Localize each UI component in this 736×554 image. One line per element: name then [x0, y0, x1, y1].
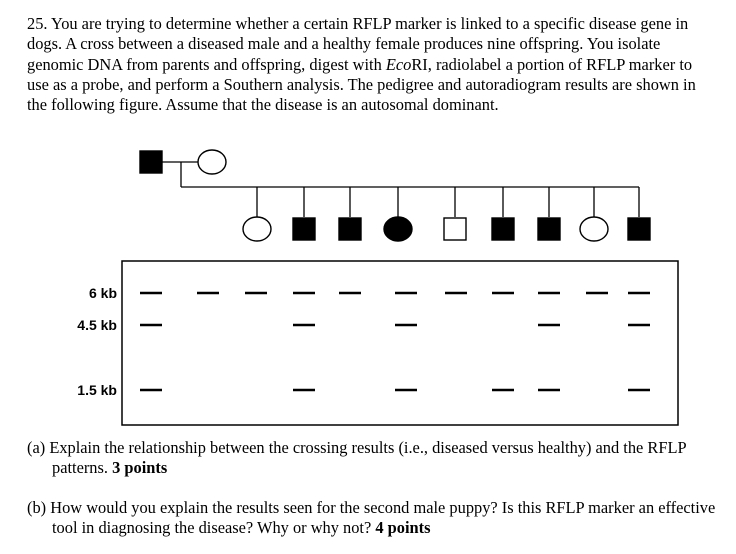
band-label-3: 1.5 kb [77, 382, 117, 398]
question-number: 25. [27, 14, 48, 33]
offspring-9-symbol [628, 218, 650, 240]
enzyme-name-rest: RI [411, 54, 428, 74]
offspring-2-symbol [293, 218, 315, 240]
question-text-1: You are trying to determine whether a certain RFLP marker is linked to a specific disease gene in dogs. A cross between a diseased male and a healthy female produces nine offspring. You isolate genomic DNA from parents and offspring, digest with [27, 14, 689, 74]
offspring-7-symbol [538, 218, 560, 240]
band-label-2: 4.5 kb [77, 317, 117, 333]
offspring-5-symbol [444, 218, 466, 240]
part-a-points: 3 points [112, 458, 168, 478]
offspring-4-symbol [384, 217, 412, 241]
band-label-1: 6 kb [88, 285, 117, 301]
part-a-label: (a) [27, 438, 46, 457]
offspring-3-symbol [339, 218, 361, 240]
autoradiogram-bands [140, 293, 650, 390]
part-a-text: Explain the relationship between the crossing results (i.e., diseased versus healthy) and the RFLP patterns. [49, 438, 686, 478]
pedigree-chart [140, 150, 650, 241]
autoradiogram-frame [122, 261, 678, 425]
question-text-2: , radiolabel a portion of RFLP marker to use as a probe, and perform a Southern analysis. The pedigree and autoradiogram results are shown in the following figure. Assume that the disease is an autosomal dominant. [27, 54, 696, 115]
part-a-question [27, 438, 736, 479]
part-b-label: (b) [27, 498, 47, 517]
part-b-question [27, 498, 736, 539]
part-b-text: How would you explain the results seen for the second male puppy? Is this RFLP marker an effective tool in diagnosing the disease? Why or why not? [50, 498, 716, 538]
offspring-8-symbol [580, 217, 608, 241]
offspring-6-symbol [492, 218, 514, 240]
offspring-1-symbol [243, 217, 271, 241]
parent-father-symbol [140, 151, 162, 173]
part-b-points: 4 points [375, 518, 431, 538]
band-size-labels [77, 285, 117, 398]
enzyme-name-italic: Eco [385, 54, 412, 74]
parent-mother-symbol [198, 150, 226, 174]
